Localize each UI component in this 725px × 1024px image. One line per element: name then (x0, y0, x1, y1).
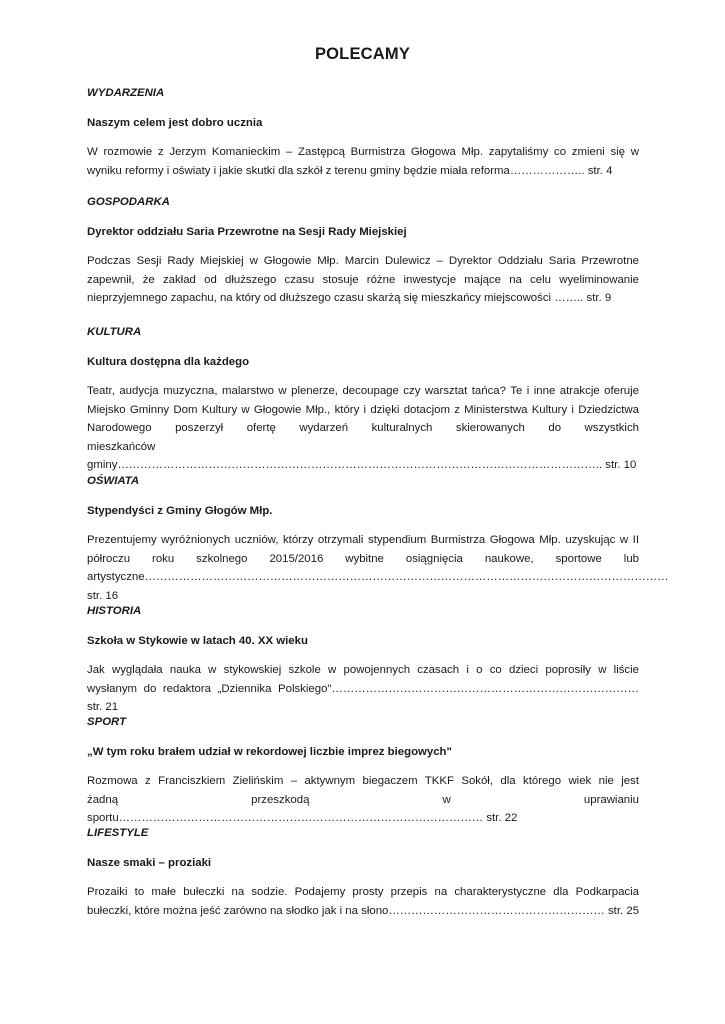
article-summary (87, 252, 639, 308)
summary-page-ref: żadną przeszkodą w uprawianiu sportu…………………………………………………………………………………… str. 22 (87, 793, 639, 824)
section-category: KULTURA (87, 326, 142, 338)
summary-text: Prozaiki to małe bułeczki na sodzie. Podajemy prosty przepis na charakterystyczne dla Podkarpacia (87, 886, 639, 898)
section-category: LIFESTYLE (87, 827, 149, 839)
article-headline: Nasze smaki – proziaki (87, 857, 212, 869)
summary-page-ref: wysłanym do redaktora „Dziennika Polskiego"……………………………………………………………………… str. 21 (87, 682, 639, 713)
article-headline: Dyrektor oddziału Saria Przewrotne na Sesji Rady Miejskiej (87, 226, 407, 238)
summary-text: Jak wyglądała nauka w stykowskiej szkole w powojennych czasach i o co dzieci poprosiły w liście (87, 664, 639, 676)
section-lifestyle (87, 826, 639, 920)
section-kultura (87, 325, 639, 475)
section-sport (87, 715, 639, 828)
summary-text: Teatr, audycja muzyczna, malarstwo w plenerze, decoupage czy warsztat tańca? Te i inne atrakcje oferuje Miejsko Gminny Dom Kultury w Głogowie Młp., który i dzięki dotacjom z Ministerstwa Kultury i Dziedzictwa Narodowego poszerzył ofertę wydarzeń kulturalnych skierowanych do wszystkich (87, 385, 639, 434)
section-historia (87, 604, 639, 717)
section-gospodarka (87, 195, 639, 308)
section-category: GOSPODARKA (87, 196, 170, 208)
article-headline: Szkoła w Stykowie w latach 40. XX wieku (87, 635, 308, 647)
article-summary (87, 531, 669, 605)
summary-text: W rozmowie z Jerzym Komanieckim – Zastępcą Burmistrza Głogowa Młp. zapytaliśmy co zmieni się w (87, 146, 639, 158)
section-category: HISTORIA (87, 605, 142, 617)
section-wydarzenia (87, 86, 639, 180)
article-headline: Stypendyści z Gminy Głogów Młp. (87, 505, 273, 517)
section-category: OŚWIATA (87, 475, 140, 487)
page-title: POLECAMY (314, 45, 411, 63)
summary-page-ref: mieszkańców gminy……………………………………………………………………………………………………………….. str. 10 (87, 440, 637, 471)
summary-page-ref: bułeczki, które można jeść zarówno na słodko jak i na słono………………………………………………… str. 25 (87, 904, 639, 917)
article-summary (87, 772, 639, 828)
article-summary (87, 382, 639, 475)
section-category: WYDARZENIA (87, 87, 165, 99)
summary-page-ref: artystyczne………………………………………………………………………………………………………………………… str. 16 (87, 571, 669, 602)
article-summary (87, 143, 639, 180)
summary-page-ref: wyniku reformy i oświaty i jakie skutki dla szkół z terenu gminy będzie miała reforma……………….. str. 4 (87, 164, 613, 177)
article-headline: Kultura dostępna dla każdego (87, 356, 250, 368)
article-headline: Naszym celem jest dobro ucznia (87, 117, 263, 129)
article-summary (87, 661, 639, 717)
article-headline: „W tym roku brałem udział w rekordowej liczbie imprez biegowych" (87, 746, 452, 758)
summary-text: Rozmowa z Franciszkiem Zielińskim – aktywnym biegaczem TKKF Sokół, dla którego wiek nie jest (87, 775, 639, 787)
summary-text: Prezentujemy wyróżnionych uczniów, którzy otrzymali stypendium Burmistrza Głogowa Młp. uzyskując w II półroczu roku szkolnego 2015/2016 wybitne osiągnięcia naukowe, sportowe lub (87, 534, 639, 565)
summary-page-ref: nieprzyjemnego zapachu, na który od dłuższego czasu skarżą się mieszkańcy miejscowości …….. str. 9 (87, 292, 612, 304)
article-summary (87, 883, 639, 920)
section-category: SPORT (87, 716, 127, 728)
section-oswiata (87, 474, 669, 605)
summary-text: Podczas Sesji Rady Miejskiej w Głogowie Młp. Marcin Dulewicz – Dyrektor Oddziału Saria Przewrotne zapewnił, że zakład od dłuższego czasu stosuje różne inwestycje mające na celu wyeliminowanie (87, 255, 639, 286)
